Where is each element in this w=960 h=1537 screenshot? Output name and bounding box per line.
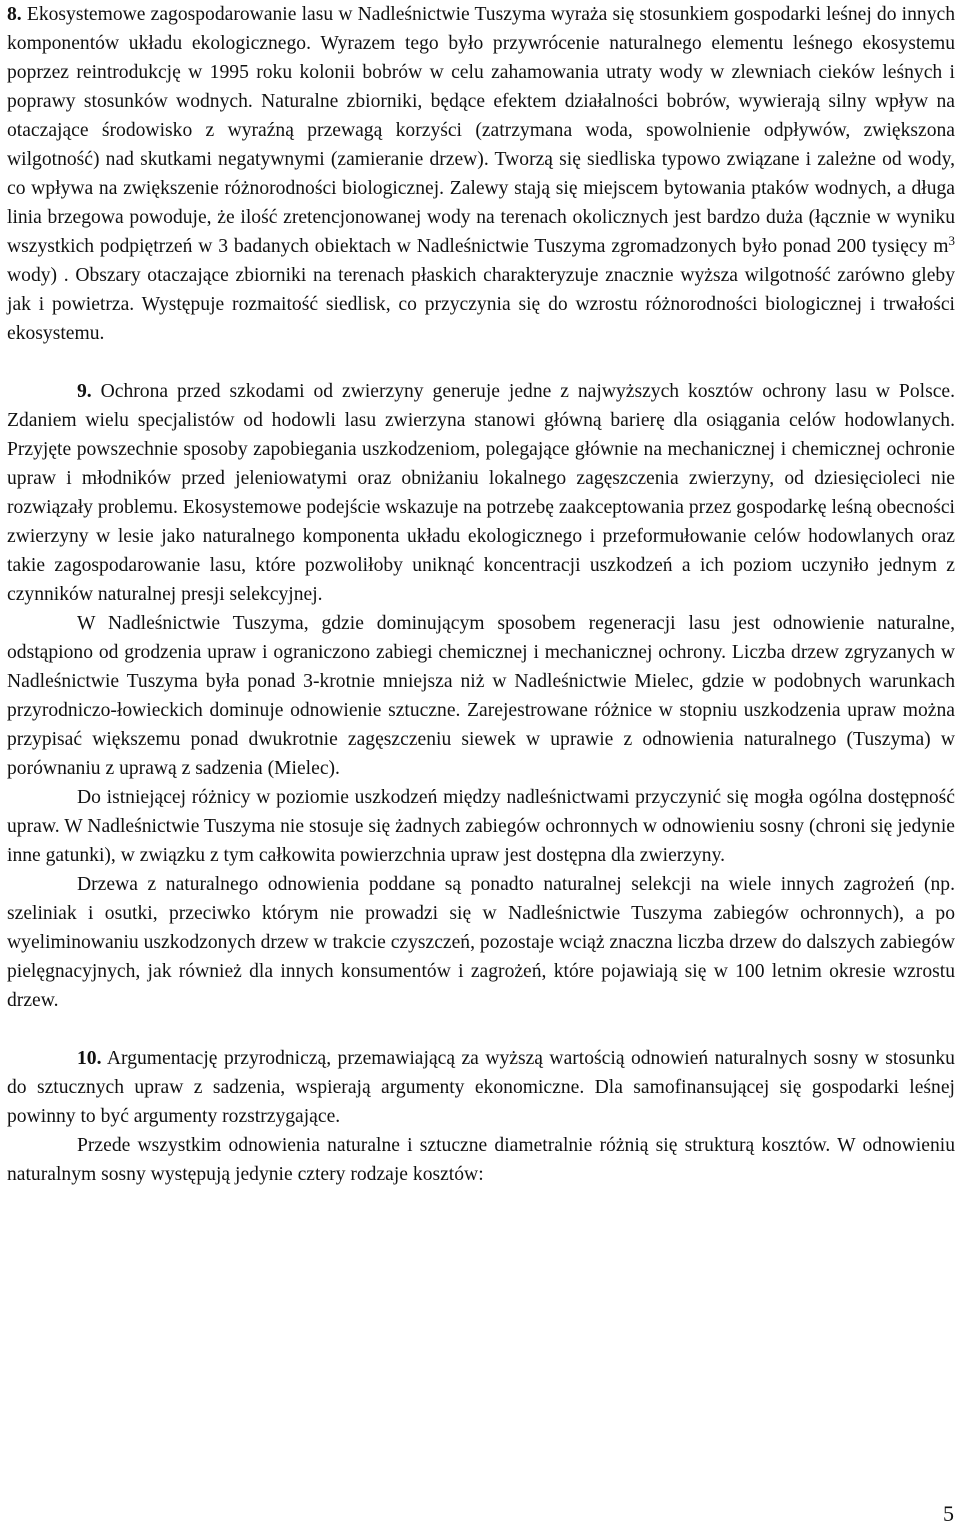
section-9 <box>7 377 955 1015</box>
paragraph <box>7 0 955 348</box>
paragraph <box>7 1131 955 1189</box>
paragraph-text: W Nadleśnictwie Tuszyma, gdzie dominującym sposobem regeneracji lasu jest odnowienie naturalne, odstąpiono od grodzenia upraw i ograniczono zabiegi chemicznej i mechanicznej ochrony. Liczba drzew zgryzanych w Nadleśnictwie Tuszyma była ponad 3-krotnie mniejsza niż w Nadleśnictwie Mielec, gdzie w podobnych warunkach przyrodniczo-łowieckich dominuje odnowienie sztuczne. Zarejestrowane różnice w stopniu uszkodzenia upraw można przypisać większemu ponad dwukrotnie zagęszczeniu siewek w uprawie z odnowienia naturalnego (Tuszyma) w porównaniu z uprawą z sadzenia (Mielec). <box>7 613 955 779</box>
paragraph-text: Argumentację przyrodniczą, przemawiającą za wyższą wartością odnowień naturalnych sosny w stosunku do sztucznych upraw z sadzenia, wspierają argumenty ekonomiczne. Dla samofinansującej się gospodarki leśnej powinny to być argumenty rozstrzygające. <box>7 1048 955 1127</box>
section-spacer <box>7 1015 955 1044</box>
section-spacer <box>7 348 955 377</box>
paragraph <box>7 377 955 609</box>
paragraph <box>7 783 955 870</box>
paragraph <box>7 1044 955 1131</box>
section-number: 10. <box>77 1048 102 1069</box>
paragraph-text: Przede wszystkim odnowienia naturalne i sztuczne diametralnie różnią się strukturą kosztów. W odnowieniu naturalnym sosny występują jedynie cztery rodzaje kosztów: <box>7 1135 955 1185</box>
section-10 <box>7 1044 955 1189</box>
document-page <box>7 0 955 1189</box>
paragraph-text: Do istniejącej różnicy w poziomie uszkodzeń między nadleśnictwami przyczynić się mogła ogólna dostępność upraw. W Nadleśnictwie Tuszyma nie stosuje się żadnych zabiegów ochronnych w odnowieniu sosny (chroni się jedynie inne gatunki), w związku z tym całkowita powierzchnia upraw jest dostępna dla zwierzyny. <box>7 787 955 866</box>
paragraph-text: Ochrona przed szkodami od zwierzyny generuje jedne z najwyższych kosztów ochrony lasu w Polsce. Zdaniem wielu specjalistów od hodowli lasu zwierzyna stanowi główną barierę dla osiągania celów hodowlanych. Przyjęte powszechnie sposoby zapobiegania uszkodzeniom, polegające głównie na mechanicznej i chemicznej ochronie upraw i młodników przed jeleniowatymi oraz obniżaniu lokalnego zagęszczenia zwierzyny, od dziesięcioleci nie rozwiązały problemu. Ekosystemowe podejście wskazuje na potrzebę zaakceptowania przez gospodarkę leśną obecności zwierzyny w lesie jako naturalnego komponenta układu ekologicznego i przeformułowanie celów hodowlanych oraz takie zagospodarowanie lasu, które pozwoliłoby uniknąć koncentracji uszkodzeń a ich poziom uczyniło jednym z czynników naturalnej presji selekcyjnej. <box>7 381 955 605</box>
page-number: 5 <box>943 1501 954 1526</box>
section-number: 9. <box>77 381 92 402</box>
superscript: 3 <box>948 233 955 248</box>
paragraph <box>7 609 955 783</box>
paragraph-text: Ekosystemowe zagospodarowanie lasu w Nadleśnictwie Tuszyma wyraża się stosunkiem gospodarki leśnej do innych komponentów układu ekologicznego. Wyrazem tego było przywrócenie naturalnego elementu leśnego ekosystemu poprzez reintrodukcję w 1995 roku kolonii bobrów w celu zahamowania utraty wody w zlewniach cieków leśnych i poprawy stosunków wodnych. Naturalne zbiorniki, będące efektem działalności bobrów, wywierają silny wpływ na otaczające środowisko z wyraźną przewagą korzyści (zatrzymana woda, spowolnienie odpływów, zwiększona wilgotność) nad skutkami negatywnymi (zamieranie drzew). Tworzą się siedliska typowo związane i zależne od wody, co wpływa na zwiększenie różnorodności biologicznej. Zalewy stają się miejscem bytowania ptaków wodnych, a długa linia brzegowa powoduje, że ilość zretencjonowanej wody na terenach okolicznych jest bardzo duża (łącznie w wyniku wszystkich podpiętrzeń w 3 badanych obiektach w Nadleśnictwie Tuszyma zgromadzonych było ponad 200 tysięcy m <box>7 4 955 257</box>
paragraph-text: wody) . Obszary otaczające zbiorniki na terenach płaskich charakteryzuje znacznie wyższa wilgotność zarówno gleby jak i powietrza. Występuje rozmaitość siedlisk, co przyczynia się do wzrostu różnorodności biologicznej i trwałości ekosystemu. <box>7 265 955 344</box>
section-number: 8. <box>7 4 22 25</box>
paragraph <box>7 870 955 1015</box>
paragraph-text: Drzewa z naturalnego odnowienia poddane są ponadto naturalnej selekcji na wiele innych zagrożeń (np. szeliniak i osutki, przeciwko którym nie prowadzi się w Nadleśnictwie Tuszyma zabiegów ochronnych), a po wyeliminowaniu uszkodzonych drzew w trakcie czyszczeń, pozostaje wciąż znaczna liczba drzew do dalszych zabiegów pielęgnacyjnych, jak również dla innych konsumentów i zagrożeń, które pojawiają się w 100 letnim okresie wzrostu drzew. <box>7 874 955 1011</box>
section-8 <box>7 0 955 348</box>
